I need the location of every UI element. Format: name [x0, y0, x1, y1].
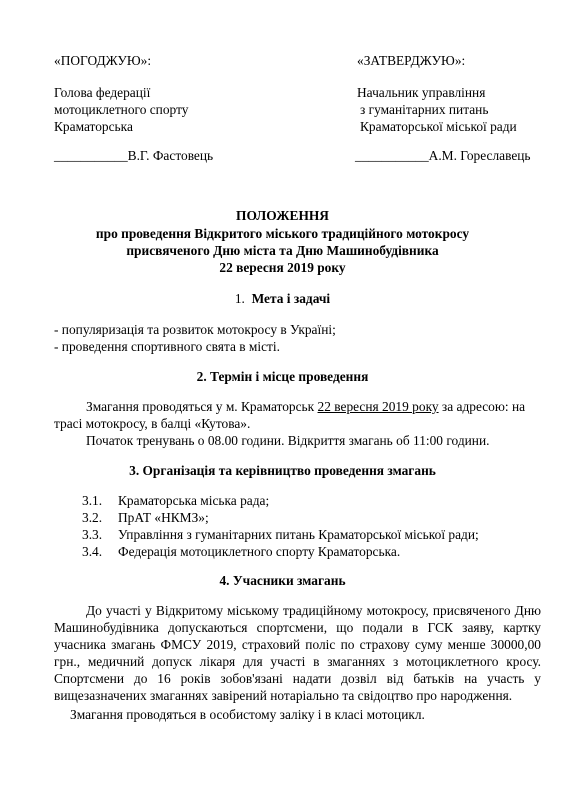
approval-right-line2: з гуманітарних питань — [360, 102, 489, 117]
list-item-number: 3.2. — [82, 510, 103, 525]
section2-title: 2. Термін і місце проведення — [196, 369, 369, 384]
section4-paragraph-line: До участі у Відкритому міському традиційному мотокросу, присвяченого Дню — [86, 603, 541, 618]
document-subtitle-line2: присвяченого Дню міста та Дню Машинобудівника — [126, 243, 439, 258]
section2-paragraph2: Початок тренувань о 08.00 години. Відкриття змагань об 11:00 години. — [86, 433, 490, 448]
section4-paragraph-line: Машинобудівника допускаються спортсмени, що подали в ГСК заяву, картку — [54, 620, 541, 635]
section4-paragraph-line: учасника змагань ФМСУ 2019, страховий поліс по страхову суму менше 30000,00 — [54, 637, 541, 652]
section1-heading — [0, 290, 565, 307]
section2-paragraph1: Змагання проводяться у м. Краматорськ 22 вересня 2019 року за адресою: на — [86, 399, 526, 414]
approval-left-line3: Краматорська — [54, 119, 133, 134]
section4-paragraph-line: Спортсмени до 16 років зобов'язані надати дозвіл від батьків на участь у — [54, 671, 541, 686]
list-item-text: Федерація мотоциклетного спорту Краматорська. — [118, 544, 401, 559]
list-item-text: Управління з гуманітарних питань Краматорської міської ради; — [118, 527, 479, 542]
approval-right-line3: Краматорської міської ради — [360, 119, 517, 134]
section1-number: 1. — [234, 291, 245, 306]
section4-paragraph-line: грн., медичний допуск лікаря для участі в змаганнях з мотоциклетного кросу. — [54, 654, 541, 669]
document-subtitle-line1: про проведення Відкритого міського традиційного мотокросу — [95, 226, 470, 241]
section4-paragraph-line: вищезазначених змаганнях завірений нотаріально та свідоцтво про народження. — [54, 688, 513, 703]
approval-left-line1: Голова федерації — [54, 85, 151, 100]
list-item-text: Краматорська міська рада; — [118, 493, 270, 508]
approval-right-heading: «ЗАТВЕРДЖУЮ»: — [357, 53, 466, 68]
approval-left-heading: «ПОГОДЖУЮ»: — [54, 53, 152, 68]
approval-left-line2: мотоциклетного спорту — [54, 102, 189, 117]
list-item-number: 3.1. — [82, 493, 103, 508]
section1-item: - популяризація та розвиток мотокросу в Україні; — [54, 322, 336, 337]
section4-title: 4. Учасники змагань — [219, 573, 346, 588]
section1-title: Мета і задачі — [251, 291, 331, 306]
approval-left-signature: ___________В.Г. Фастовець — [54, 148, 214, 163]
section2-paragraph1-line2: трасі мотокросу, в балці «Кутова». — [54, 416, 251, 431]
approval-right-signature: ___________А.М. Гореславець — [355, 148, 531, 163]
section3-title: 3. Організація та керівництво проведення змагань — [129, 463, 436, 478]
list-item-text: ПрАТ «НКМЗ»; — [118, 510, 209, 525]
approval-right-line1: Начальник управління — [357, 85, 486, 100]
document-title: ПОЛОЖЕННЯ — [236, 208, 329, 223]
section4-paragraph2: Змагання проводяться в особистому заліку і в класі мотоцикл. — [70, 707, 425, 722]
list-item-number: 3.4. — [82, 544, 103, 559]
document-subtitle-line3: 22 вересня 2019 року — [219, 260, 346, 275]
section1-item: - проведення спортивного свята в місті. — [54, 339, 280, 354]
event-date: 22 вересня 2019 року — [317, 399, 439, 414]
list-item-number: 3.3. — [82, 527, 103, 542]
